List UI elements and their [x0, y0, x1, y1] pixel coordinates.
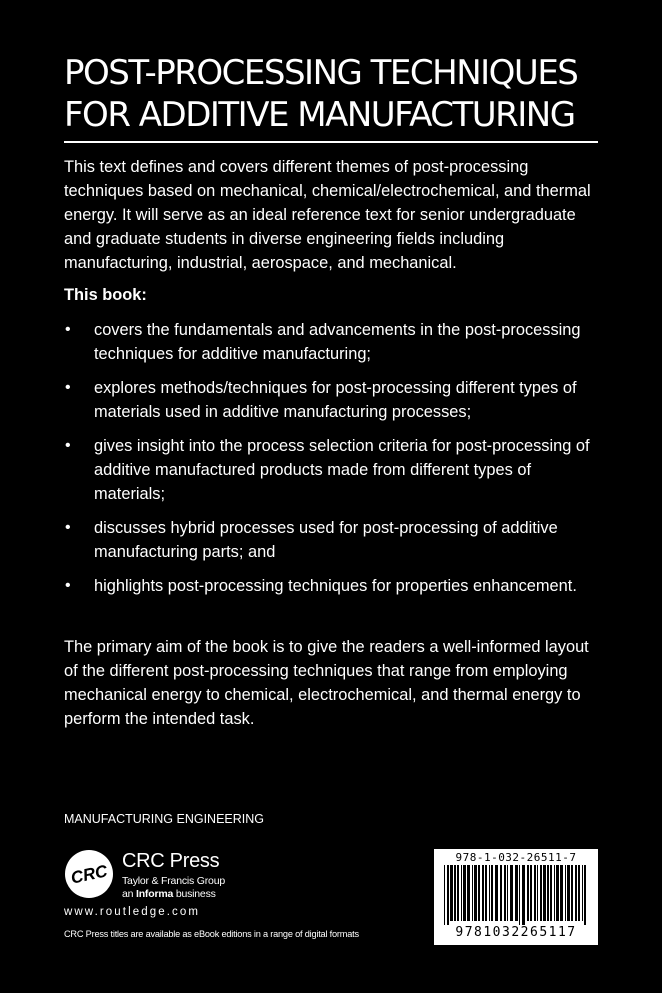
barcode-bar [565, 865, 566, 921]
list-item [64, 318, 604, 366]
bullet-icon: • [65, 577, 71, 594]
barcode-bar [478, 865, 480, 921]
feature-list [64, 318, 604, 608]
isbn-barcode [434, 849, 598, 945]
barcode-bar [522, 865, 525, 925]
barcode-bar [447, 865, 449, 925]
crc-logo-icon [64, 849, 114, 899]
barcode-bar [582, 865, 583, 921]
barcode-bar [584, 865, 586, 925]
barcode-bar [575, 865, 577, 921]
barcode-bar [510, 865, 513, 921]
bullet-icon: • [65, 321, 71, 338]
list-item [64, 434, 604, 506]
list-item [64, 516, 604, 564]
barcode-bar [457, 865, 459, 921]
list-item [64, 574, 604, 598]
barcode-bar [515, 865, 518, 921]
barcode-bar [463, 865, 466, 921]
barcode-bar [554, 865, 555, 921]
publisher-business: an Informa business [122, 888, 216, 900]
barcode-bar [444, 865, 445, 925]
bullet-icon: • [65, 437, 71, 454]
bullet-icon: • [65, 379, 71, 396]
ean-digits: 9781032265117 [455, 925, 577, 940]
list-item-text: highlights post-processing techniques for properties enhancement. [94, 577, 577, 595]
publisher-group-name: Taylor & Francis Group [122, 875, 225, 887]
barcode-bar [482, 865, 484, 921]
barcode-bar [461, 865, 462, 921]
publisher-group [122, 875, 225, 901]
summary-paragraph: The primary aim of the book is to give the readers a well-informed layout of the different post-processing techniques that range from employing mechanical energy to chemical, electrochemical, and thermal energy to perform the intended task. [64, 638, 589, 728]
title-divider [64, 141, 598, 143]
barcode-bars [444, 865, 588, 925]
list-item-text: gives insight into the process selection criteria for post-processing of additive manufactured products made from different types of materials; [94, 437, 590, 503]
list-item-text: covers the fundamentals and advancements in the post-processing techniques for additive manufacturing; [94, 321, 581, 363]
barcode-bar [578, 865, 580, 921]
barcode-bar [519, 865, 520, 925]
barcode-bar [485, 865, 487, 921]
logo-text: CRC [69, 861, 110, 888]
list-item-text: discusses hybrid processes used for post-processing of additive manufacturing parts; and [94, 519, 558, 561]
barcode-bar [507, 865, 508, 921]
barcode-bar [489, 865, 490, 921]
barcode-bar [530, 865, 532, 921]
website-link[interactable]: www.routledge.com [64, 906, 201, 918]
barcode-bar [454, 865, 456, 921]
barcode-bar [504, 865, 506, 921]
barcode-bar [550, 865, 552, 921]
barcode-bar [560, 865, 563, 921]
title-line-1: POST-PROCESSING TECHNIQUES [64, 53, 578, 93]
barcode-bar [450, 865, 453, 921]
barcode-bar [467, 865, 470, 921]
barcode-bar [567, 865, 570, 921]
publisher-name: CRC Press [122, 850, 220, 872]
isbn-text: 978-1-032-26511-7 [455, 851, 577, 864]
bullet-icon: • [65, 519, 71, 536]
intro-paragraph: This text defines and covers different themes of post-processing techniques based on mechanical, chemical/electrochemical, and thermal energy. It will serve as an ideal reference text for senior undergraduate and graduate students in diverse engineering fields including manufacturing, industrial, aerospace, and mechanical. [64, 158, 591, 272]
barcode-bar [495, 865, 498, 921]
book-title [64, 52, 604, 136]
barcode-bar [500, 865, 502, 921]
barcode-bar [474, 865, 477, 921]
barcode-bar [571, 865, 573, 921]
list-item [64, 376, 604, 424]
availability-note: CRC Press titles are available as eBook editions in a range of digital formats [64, 929, 359, 939]
series-label: MANUFACTURING ENGINEERING [64, 812, 265, 826]
list-item-text: explores methods/techniques for post-processing different types of materials used in additive manufacturing processes; [94, 379, 577, 421]
barcode-bar [491, 865, 493, 921]
this-book-label: This book: [64, 286, 147, 304]
barcode-bar [472, 865, 473, 921]
title-line-2: FOR ADDITIVE MANUFACTURING [64, 95, 575, 135]
barcode-bar [543, 865, 546, 921]
barcode-bar [537, 865, 538, 921]
barcode-bar [556, 865, 559, 921]
barcode-bar [547, 865, 549, 921]
barcode-bar [534, 865, 536, 921]
barcode-bar [527, 865, 529, 921]
barcode-bar [540, 865, 542, 921]
